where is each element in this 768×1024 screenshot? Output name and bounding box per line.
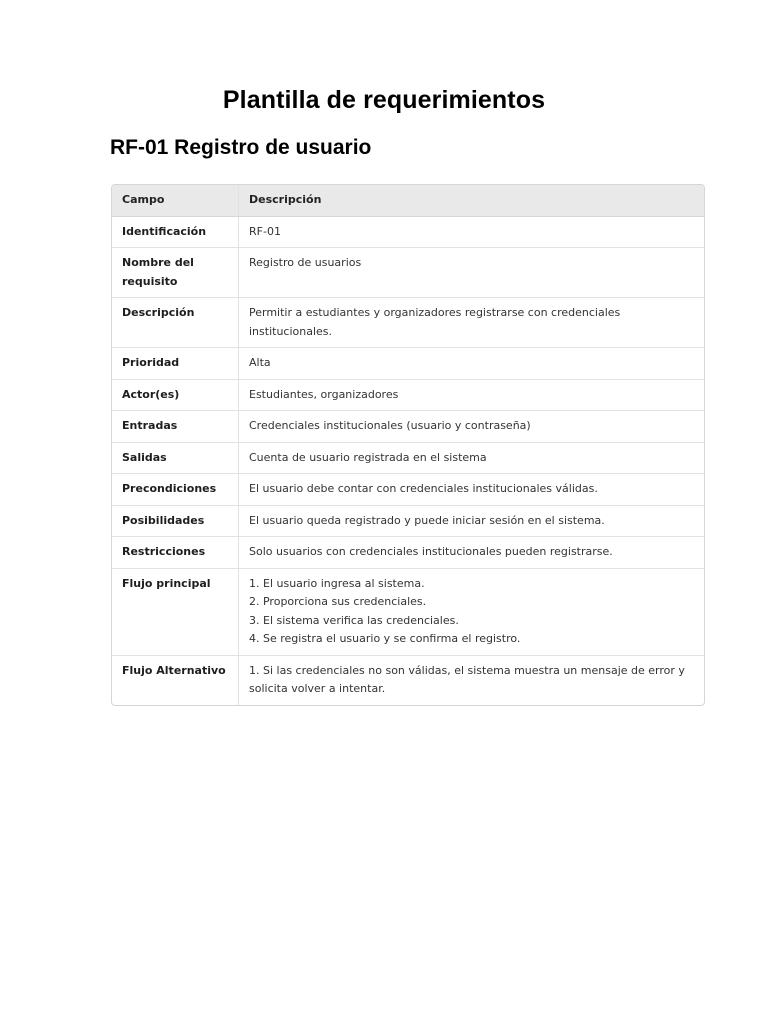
row-field-label: Flujo Alternativo (112, 655, 239, 705)
table-row (112, 298, 704, 348)
table-row (112, 474, 704, 506)
document-title: Plantilla de requerimientos (222, 86, 546, 114)
row-field-value: El usuario debe contar con credenciales institucionales válidas. (239, 474, 705, 506)
row-field-label: Precondiciones (112, 474, 239, 506)
row-field-label: Prioridad (112, 348, 239, 380)
table-header-row (112, 185, 704, 216)
row-field-label: Descripción (112, 298, 239, 348)
row-field-label: Entradas (112, 411, 239, 443)
header-campo: Campo (112, 185, 239, 216)
flow-step: 3. El sistema verifica las credenciales. (249, 613, 459, 627)
row-field-label: Posibilidades (112, 505, 239, 537)
row-field-value: 1. Si las credenciales no son válidas, el sistema muestra un mensaje de error y solicita volver a intentar. (239, 655, 705, 705)
row-field-label: Flujo principal (112, 568, 239, 655)
flow-step: 1. El usuario ingresa al sistema. (249, 576, 425, 590)
row-field-value: Credenciales institucionales (usuario y contraseña) (239, 411, 705, 443)
section-title: RF-01 Registro de usuario (110, 136, 372, 159)
row-field-label: Actor(es) (112, 379, 239, 411)
flow-step: 4. Se registra el usuario y se confirma el registro. (249, 632, 521, 645)
row-field-value: Alta (239, 348, 705, 380)
table-row (112, 348, 704, 380)
row-field-value: RF-01 (249, 224, 281, 238)
table-row-flujo-principal (112, 568, 704, 655)
requirements-table-container (111, 184, 705, 706)
row-field-label: Identificación (112, 216, 239, 248)
row-field-value: Registro de usuarios (239, 248, 705, 298)
flow-steps (239, 568, 705, 655)
table-row (112, 379, 704, 411)
table-row (112, 411, 704, 443)
table-row-flujo-alternativo (112, 655, 704, 705)
row-field-label: Restricciones (112, 537, 239, 569)
row-field-label: Nombre del requisito (112, 248, 239, 298)
table-row (112, 537, 704, 569)
row-field-value: Cuenta de usuario registrada en el sistema (239, 442, 705, 474)
header-descripcion: Descripción (239, 185, 705, 216)
requirements-table (112, 185, 704, 705)
table-row (112, 442, 704, 474)
flow-step: 2. Proporciona sus credenciales. (249, 595, 427, 608)
table-row (112, 248, 704, 298)
row-field-value: El usuario queda registrado y puede iniciar sesión en el sistema. (239, 505, 705, 537)
table-row (112, 505, 704, 537)
table-row (112, 216, 704, 248)
row-field-value: Estudiantes, organizadores (239, 379, 705, 411)
row-field-value: Permitir a estudiantes y organizadores registrarse con credenciales institucionales. (239, 298, 705, 348)
row-field-value: Solo usuarios con credenciales institucionales pueden registrarse. (239, 537, 705, 569)
row-field-label: Salidas (112, 442, 239, 474)
